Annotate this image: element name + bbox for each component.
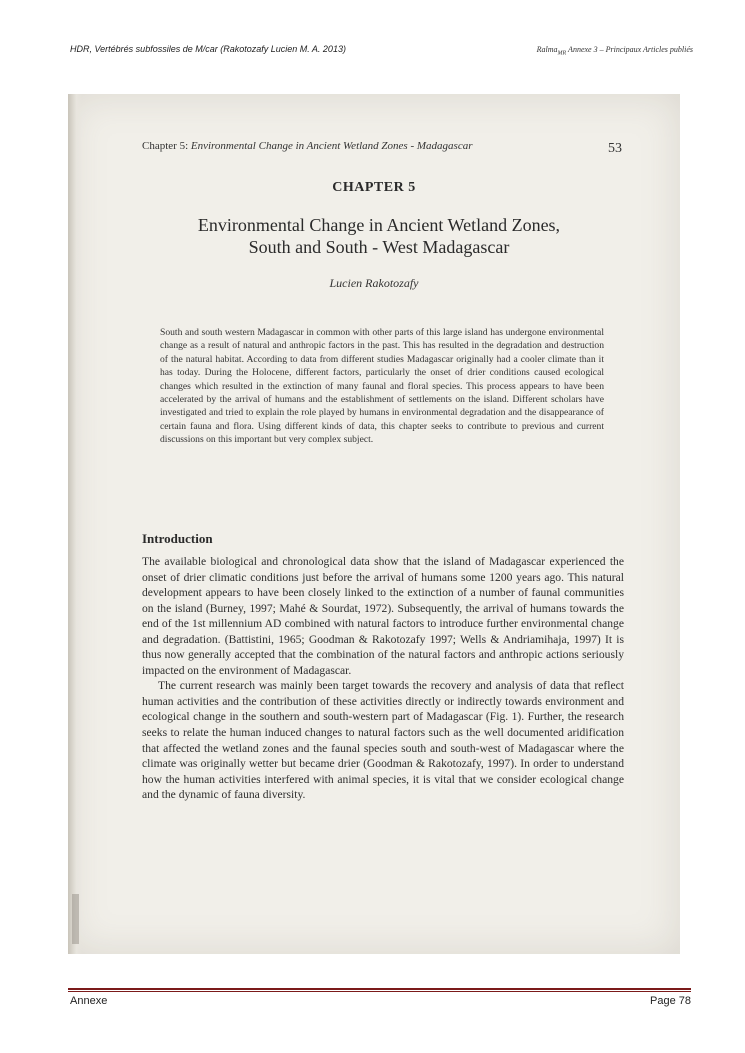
footer-left: Annexe — [70, 995, 108, 1007]
chapter-label: CHAPTER 5 — [332, 180, 416, 195]
scan-page-number: 53 — [608, 141, 622, 156]
scan-shadow-edge — [68, 94, 82, 954]
header-right-sub: MR — [557, 50, 567, 57]
header-right — [537, 45, 693, 57]
header-left: HDR, Vertébrés subfossiles de M/car (Rakotozafy Lucien M. A. 2013) — [70, 44, 346, 54]
chapter-title-line1: Environmental Change in Ancient Wetland Zones, — [197, 215, 561, 235]
introduction-paragraph-1: The available biological and chronological data show that the island of Madagascar experienced the onset of drier climatic conditions just before the arrival of humans some 1200 years ago. This natural development appears to have been closely linked to the extinction of a number of faunal communities on the island (Burney, 1997; Mahé & Sourdat, 1972). Subsequently, the arrival of humans towards the end of the 1st millennium AD combined with natural factors to introduce further environmental change and degradation. (Battistini, 1965; Goodman & Rakotozafy 1997; Wells & Andriamihaja, 1997) It is thus now generally accepted that the combination of the natural factors and anthropic actions seriously impacted on the environment of Madagascar. — [142, 555, 624, 677]
footer-rule — [68, 988, 691, 990]
scanned-page — [68, 94, 680, 954]
header-right-name: Ralma — [536, 45, 558, 54]
footer-rule-thin — [68, 991, 691, 992]
chapter-title — [128, 214, 630, 258]
running-header — [142, 140, 622, 152]
chapter-title-line2: South and South - West Madagascar — [248, 237, 510, 257]
running-prefix: Chapter 5: — [142, 140, 191, 152]
footer-page-number: Page 78 — [650, 995, 691, 1007]
introduction-body — [142, 554, 624, 803]
header-right-rest: Annexe 3 – Principaux Articles publiés — [566, 45, 693, 54]
abstract: South and south western Madagascar in common with other parts of this large island has undergone environmental change as a result of natural and anthropic factors in the past. This has resulted in the degradation and destruction of the natural habitat. According to data from different studies Madagascar originally had a cooler climate than it has today. During the Holocene, different factors, particularly the onset of drier conditions caused ecological changes which resulted in the extinction of many faunal and floral species. This process appears to have been accelerated by the arrival of humans and the establishment of settlements on the island. Different scholars have investigated and tried to explain the role played by humans in environmental degradation and the disappearance of certain fauna and flora. Using different kinds of data, this chapter seeks to contribute to previous and current discussions on this important but very complex subject. — [160, 327, 604, 446]
introduction-heading: Introduction — [142, 531, 213, 546]
running-title: Environmental Change in Ancient Wetland Zones - Madagascar — [190, 140, 473, 152]
author: Lucien Rakotozafy — [329, 276, 419, 290]
introduction-paragraph-2: The current research was mainly been target towards the recovery and analysis of data that reflect human activities and the contribution of these activities directly or indirectly towards environment and ecological change in the southern and south-western part of Madagascar (Fig. 1). Further, the research seeks to relate the human induced changes to natural factors such as the well documented aridification that affected the wetland zones and the faunal species south and south-west of Madagascar where the climate was originally wetter but became drier (Goodman & Rakotozafy, 1997). In order to understand how the human activities interfered with animal species, it is vital that we consider ecological change and the dynamic of fauna diversity. — [142, 679, 624, 802]
spine-mark — [72, 894, 79, 944]
